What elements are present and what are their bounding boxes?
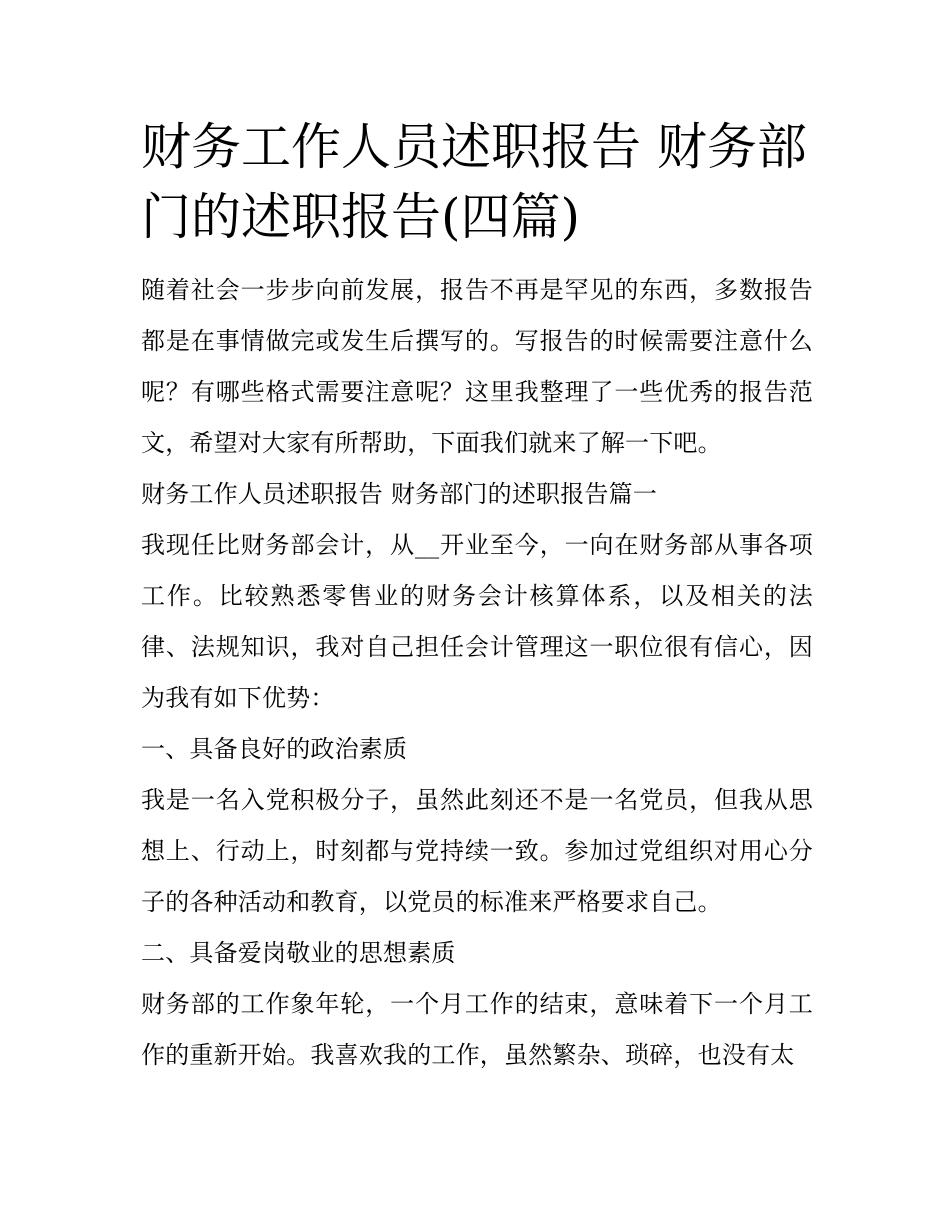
section-heading: 财务工作人员述职报告 财务部门的述职报告篇一 xyxy=(141,480,658,508)
body-paragraph: 财务部的工作象年轮，一个月工作的结束，意味着下一个月工作的重新开始。我喜欢我的工作，虽然繁杂、琐碎，也没有太 xyxy=(141,990,813,1069)
body-paragraph: 我是一名入党积极分子，虽然此刻还不是一名党员，但我从思想上、行动上，时刻都与党持续一致。参加过党组织对用心分子的各种活动和教育，以党员的标准来严格要求自己。 xyxy=(141,786,813,916)
document-title: 财务工作人员述职报告 财务部门的述职报告(四篇) xyxy=(141,118,807,246)
intro-paragraph: 随着社会一步步向前发展，报告不再是罕见的东西，多数报告都是在事情做完或发生后撰写的。写报告的时候需要注意什么呢？有哪些格式需要注意呢？这里我整理了一些优秀的报告范文，希望对大家有所帮助，下面我们就来了解一下吧。 xyxy=(141,276,813,457)
subheading-political-quality: 一、具备良好的政治素质 xyxy=(141,735,408,763)
document-body xyxy=(141,265,813,1081)
body-paragraph: 我现任比财务部会计，从__开业至今，一向在财务部从事各项工作。比较熟悉零售业的财务会计核算体系，以及相关的法律、法规知识，我对自己担任会计管理这一职位很有信心，因为我有如下优势： xyxy=(141,531,813,712)
document-content xyxy=(141,112,813,1081)
subheading-work-attitude: 二、具备爱岗敬业的思想素质 xyxy=(141,939,456,967)
